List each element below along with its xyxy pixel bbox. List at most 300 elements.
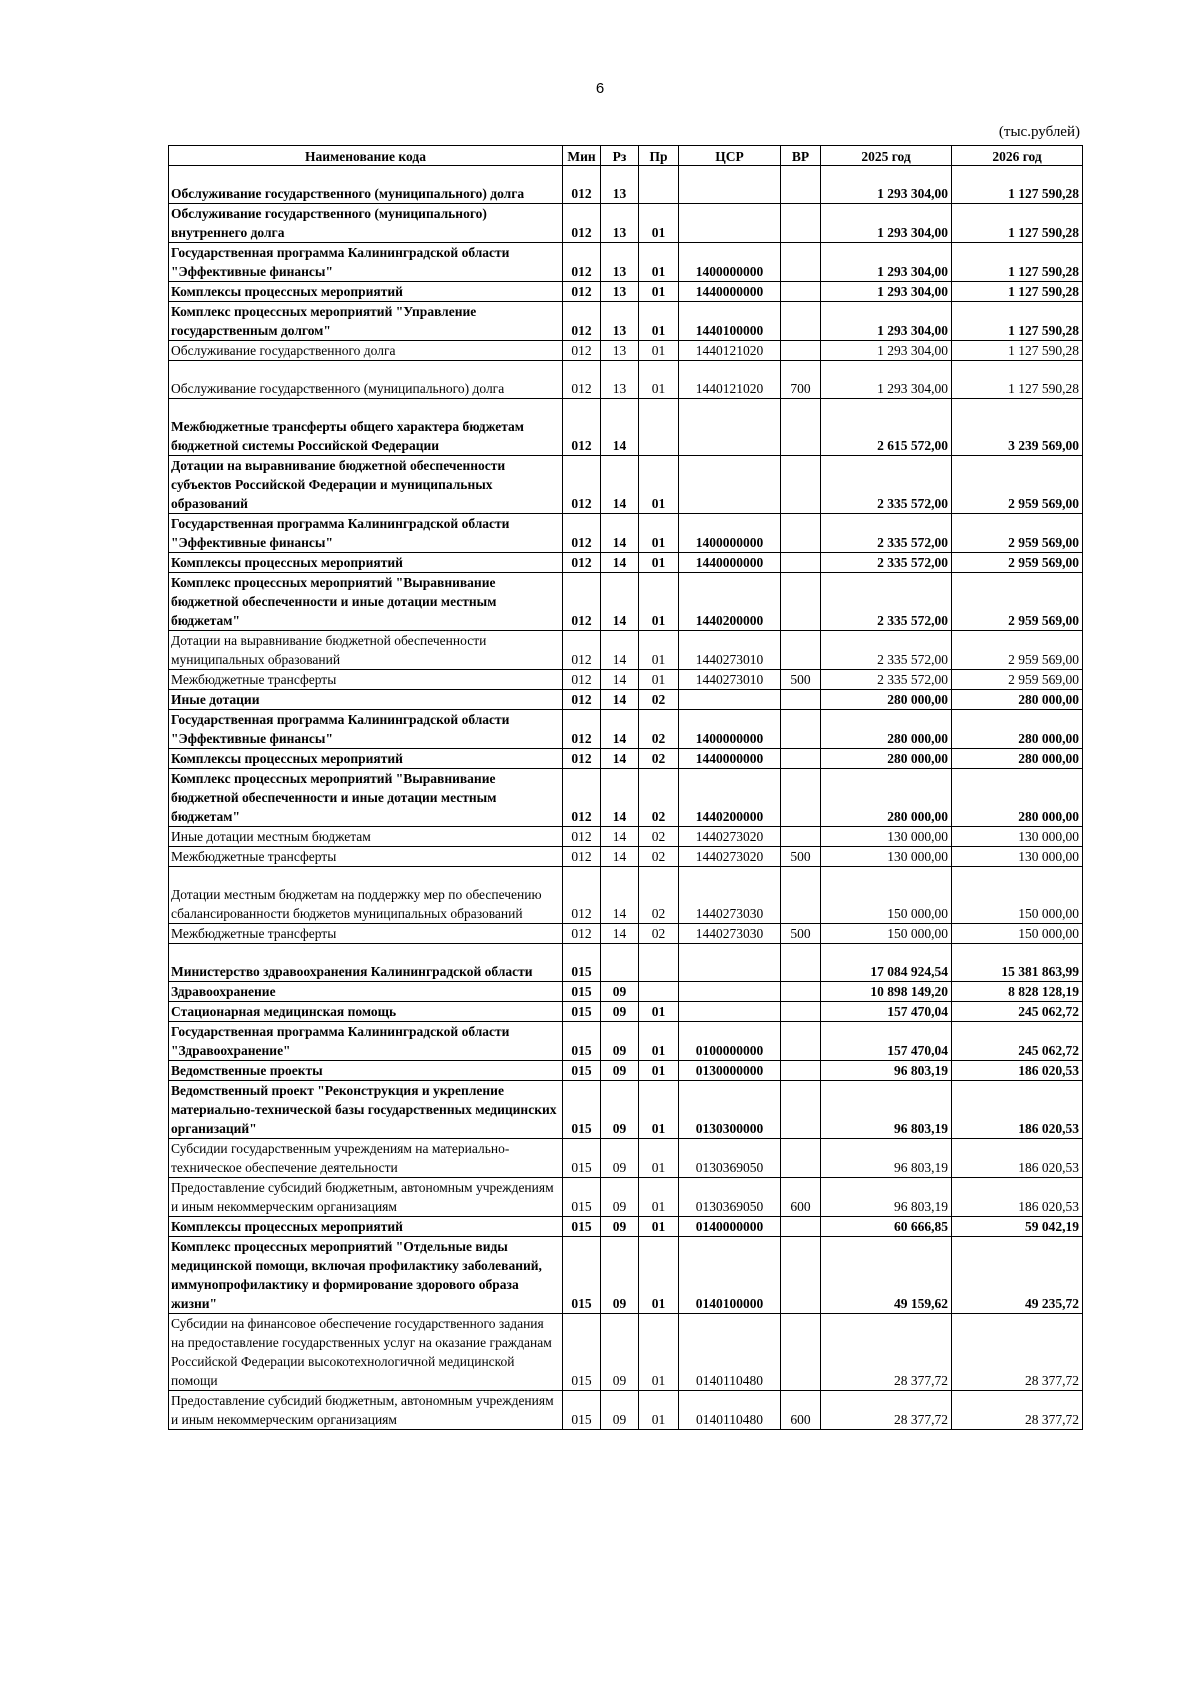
header-csr: ЦСР [679, 146, 781, 166]
cell-name: Ведомственные проекты [169, 1061, 563, 1081]
cell-min: 012 [563, 867, 601, 924]
cell-vr [781, 1061, 821, 1081]
cell-csr: 1440200000 [679, 769, 781, 827]
cell-min: 015 [563, 1314, 601, 1391]
cell-2025: 10 898 149,20 [821, 982, 952, 1002]
cell-name: Обслуживание государственного долга [169, 341, 563, 361]
cell-rz: 13 [601, 341, 639, 361]
cell-name: Обслуживание государственного (муниципального) долга [169, 166, 563, 204]
cell-csr [679, 456, 781, 514]
cell-pr: 02 [639, 847, 679, 867]
cell-2025: 1 293 304,00 [821, 243, 952, 282]
cell-name: Здравоохранение [169, 982, 563, 1002]
cell-csr: 0100000000 [679, 1022, 781, 1061]
cell-2025: 28 377,72 [821, 1314, 952, 1391]
cell-pr: 01 [639, 1178, 679, 1217]
cell-csr [679, 166, 781, 204]
cell-vr [781, 749, 821, 769]
cell-2026: 245 062,72 [952, 1022, 1083, 1061]
cell-min: 012 [563, 749, 601, 769]
cell-pr: 02 [639, 769, 679, 827]
cell-csr [679, 204, 781, 243]
header-min: Мин [563, 146, 601, 166]
cell-csr: 0140000000 [679, 1217, 781, 1237]
cell-vr [781, 1314, 821, 1391]
cell-csr: 1440000000 [679, 749, 781, 769]
table-row [169, 1061, 1083, 1081]
cell-csr: 1440000000 [679, 553, 781, 573]
cell-2026: 186 020,53 [952, 1139, 1083, 1178]
cell-name: Иные дотации местным бюджетам [169, 827, 563, 847]
cell-csr: 1440273030 [679, 924, 781, 944]
cell-name: Обслуживание государственного (муниципального) внутреннего долга [169, 204, 563, 243]
cell-name: Предоставление субсидий бюджетным, автономным учреждениям и иным некоммерческим организациям [169, 1391, 563, 1430]
cell-csr: 1400000000 [679, 243, 781, 282]
cell-pr: 01 [639, 670, 679, 690]
header-rz: Рз [601, 146, 639, 166]
cell-pr: 02 [639, 710, 679, 749]
table-row [169, 1391, 1083, 1430]
cell-name: Дотации местным бюджетам на поддержку мер по обеспечению сбалансированности бюджетов муниципальных образований [169, 867, 563, 924]
cell-2025: 2 335 572,00 [821, 456, 952, 514]
cell-min: 015 [563, 982, 601, 1002]
cell-2026: 186 020,53 [952, 1081, 1083, 1139]
cell-pr: 02 [639, 749, 679, 769]
cell-min: 012 [563, 399, 601, 456]
cell-csr: 1440273020 [679, 847, 781, 867]
header-row [169, 146, 1083, 166]
cell-rz: 14 [601, 710, 639, 749]
cell-rz: 14 [601, 769, 639, 827]
cell-rz: 13 [601, 282, 639, 302]
cell-vr [781, 982, 821, 1002]
cell-csr: 0140110480 [679, 1314, 781, 1391]
cell-vr: 500 [781, 924, 821, 944]
table-row [169, 1081, 1083, 1139]
cell-rz: 09 [601, 1002, 639, 1022]
cell-name: Дотации на выравнивание бюджетной обеспеченности муниципальных образований [169, 631, 563, 670]
cell-min: 015 [563, 1081, 601, 1139]
header-pr: Пр [639, 146, 679, 166]
table-body [169, 166, 1083, 1430]
cell-min: 012 [563, 924, 601, 944]
cell-min: 015 [563, 1178, 601, 1217]
cell-2025: 2 335 572,00 [821, 670, 952, 690]
cell-name: Государственная программа Калининградской области "Эффективные финансы" [169, 243, 563, 282]
cell-2026: 186 020,53 [952, 1061, 1083, 1081]
cell-2026: 280 000,00 [952, 769, 1083, 827]
cell-vr [781, 690, 821, 710]
cell-2025: 96 803,19 [821, 1061, 952, 1081]
cell-pr: 01 [639, 361, 679, 399]
cell-pr: 01 [639, 1081, 679, 1139]
cell-csr: 0140100000 [679, 1237, 781, 1314]
table-row [169, 1002, 1083, 1022]
cell-pr [639, 166, 679, 204]
cell-2026: 1 127 590,28 [952, 282, 1083, 302]
cell-name: Комплекс процессных мероприятий "Выравнивание бюджетной обеспеченности и иные дотации местным бюджетам" [169, 573, 563, 631]
cell-name: Стационарная медицинская помощь [169, 1002, 563, 1022]
cell-min: 015 [563, 1237, 601, 1314]
cell-pr: 01 [639, 1217, 679, 1237]
table-row [169, 827, 1083, 847]
cell-rz: 14 [601, 924, 639, 944]
table-row [169, 243, 1083, 282]
cell-2025: 96 803,19 [821, 1178, 952, 1217]
cell-pr: 02 [639, 827, 679, 847]
cell-min: 012 [563, 204, 601, 243]
cell-min: 015 [563, 1139, 601, 1178]
cell-min: 012 [563, 302, 601, 341]
cell-2026: 2 959 569,00 [952, 514, 1083, 553]
cell-rz: 09 [601, 1217, 639, 1237]
cell-name: Комплекс процессных мероприятий "Отдельные виды медицинской помощи, включая профилактику заболеваний, иммунопрофилактику и формирование здорового образа жизни" [169, 1237, 563, 1314]
cell-vr [781, 204, 821, 243]
cell-vr [781, 302, 821, 341]
cell-min: 012 [563, 573, 601, 631]
cell-name: Субсидии государственным учреждениям на материально-техническое обеспечение деятельности [169, 1139, 563, 1178]
cell-csr: 1440273010 [679, 631, 781, 670]
cell-pr: 01 [639, 243, 679, 282]
cell-2025: 1 293 304,00 [821, 302, 952, 341]
cell-2025: 130 000,00 [821, 827, 952, 847]
cell-2025: 280 000,00 [821, 769, 952, 827]
table-row [169, 1139, 1083, 1178]
cell-min: 015 [563, 1217, 601, 1237]
cell-min: 012 [563, 847, 601, 867]
cell-pr: 01 [639, 282, 679, 302]
cell-csr [679, 399, 781, 456]
cell-2026: 28 377,72 [952, 1391, 1083, 1430]
cell-name: Комплексы процессных мероприятий [169, 282, 563, 302]
cell-2026: 245 062,72 [952, 1002, 1083, 1022]
cell-min: 012 [563, 341, 601, 361]
cell-pr [639, 982, 679, 1002]
cell-min: 012 [563, 631, 601, 670]
cell-vr [781, 243, 821, 282]
cell-min: 012 [563, 553, 601, 573]
cell-name: Комплексы процессных мероприятий [169, 553, 563, 573]
cell-name: Государственная программа Калининградской области "Эффективные финансы" [169, 514, 563, 553]
table-row [169, 847, 1083, 867]
cell-2025: 2 335 572,00 [821, 631, 952, 670]
cell-csr: 1400000000 [679, 710, 781, 749]
table-row [169, 1237, 1083, 1314]
cell-csr: 1400000000 [679, 514, 781, 553]
cell-name: Ведомственный проект "Реконструкция и укрепление материально-технической базы государственных медицинских организаций" [169, 1081, 563, 1139]
cell-min: 012 [563, 514, 601, 553]
cell-2026: 2 959 569,00 [952, 631, 1083, 670]
cell-2025: 49 159,62 [821, 1237, 952, 1314]
cell-csr: 1440121020 [679, 361, 781, 399]
cell-rz: 14 [601, 749, 639, 769]
cell-2025: 1 293 304,00 [821, 204, 952, 243]
cell-min: 015 [563, 1061, 601, 1081]
cell-min: 012 [563, 827, 601, 847]
cell-vr [781, 166, 821, 204]
table-row [169, 361, 1083, 399]
cell-csr: 1440121020 [679, 341, 781, 361]
cell-min: 012 [563, 690, 601, 710]
cell-vr [781, 827, 821, 847]
cell-vr [781, 867, 821, 924]
cell-min: 015 [563, 944, 601, 982]
table-row [169, 631, 1083, 670]
cell-2025: 28 377,72 [821, 1391, 952, 1430]
table-row [169, 399, 1083, 456]
cell-rz: 13 [601, 243, 639, 282]
cell-2025: 96 803,19 [821, 1139, 952, 1178]
cell-2025: 157 470,04 [821, 1022, 952, 1061]
cell-pr: 01 [639, 514, 679, 553]
table-row [169, 166, 1083, 204]
cell-csr: 0130369050 [679, 1178, 781, 1217]
cell-csr: 0130300000 [679, 1081, 781, 1139]
units-label: (тыс.рублей) [998, 124, 1080, 140]
cell-csr: 0140110480 [679, 1391, 781, 1430]
budget-table [168, 145, 1083, 1430]
cell-name: Субсидии на финансовое обеспечение государственного задания на предоставление государственных услуг на оказание гражданам Российской Федерации высокотехнологичной медицинской помощи [169, 1314, 563, 1391]
cell-rz: 09 [601, 1081, 639, 1139]
cell-rz [601, 944, 639, 982]
cell-2026: 280 000,00 [952, 690, 1083, 710]
cell-rz: 14 [601, 827, 639, 847]
table-row [169, 341, 1083, 361]
cell-rz: 14 [601, 456, 639, 514]
cell-2025: 1 293 304,00 [821, 341, 952, 361]
cell-pr: 01 [639, 1237, 679, 1314]
table-row [169, 690, 1083, 710]
cell-csr: 0130000000 [679, 1061, 781, 1081]
cell-2025: 150 000,00 [821, 924, 952, 944]
cell-rz: 14 [601, 670, 639, 690]
cell-vr [781, 282, 821, 302]
table-row [169, 1217, 1083, 1237]
cell-2025: 2 335 572,00 [821, 573, 952, 631]
cell-csr: 1440273030 [679, 867, 781, 924]
cell-2026: 2 959 569,00 [952, 553, 1083, 573]
cell-2025: 1 293 304,00 [821, 166, 952, 204]
cell-2025: 1 293 304,00 [821, 361, 952, 399]
cell-2025: 17 084 924,54 [821, 944, 952, 982]
cell-vr: 600 [781, 1391, 821, 1430]
cell-2026: 28 377,72 [952, 1314, 1083, 1391]
cell-vr [781, 631, 821, 670]
cell-2026: 3 239 569,00 [952, 399, 1083, 456]
cell-vr [781, 710, 821, 749]
cell-vr [781, 1139, 821, 1178]
cell-vr [781, 1002, 821, 1022]
header-name: Наименование кода [169, 146, 563, 166]
cell-vr: 700 [781, 361, 821, 399]
cell-vr [781, 341, 821, 361]
cell-2026: 1 127 590,28 [952, 243, 1083, 282]
cell-rz: 09 [601, 1061, 639, 1081]
cell-rz: 09 [601, 1022, 639, 1061]
cell-csr: 1440273020 [679, 827, 781, 847]
cell-vr: 500 [781, 847, 821, 867]
cell-pr: 02 [639, 867, 679, 924]
cell-csr [679, 690, 781, 710]
table-row [169, 670, 1083, 690]
cell-rz: 09 [601, 982, 639, 1002]
table-row [169, 924, 1083, 944]
cell-name: Обслуживание государственного (муниципального) долга [169, 361, 563, 399]
cell-vr [781, 1081, 821, 1139]
cell-2026: 49 235,72 [952, 1237, 1083, 1314]
table-row [169, 749, 1083, 769]
cell-pr: 02 [639, 924, 679, 944]
cell-name: Иные дотации [169, 690, 563, 710]
cell-min: 015 [563, 1391, 601, 1430]
cell-2026: 1 127 590,28 [952, 302, 1083, 341]
table-row [169, 1178, 1083, 1217]
cell-min: 012 [563, 670, 601, 690]
cell-rz: 13 [601, 302, 639, 341]
cell-name: Комплексы процессных мероприятий [169, 1217, 563, 1237]
cell-min: 012 [563, 456, 601, 514]
cell-2025: 2 335 572,00 [821, 553, 952, 573]
cell-pr: 01 [639, 302, 679, 341]
cell-2025: 150 000,00 [821, 867, 952, 924]
cell-2026: 8 828 128,19 [952, 982, 1083, 1002]
table-row [169, 1314, 1083, 1391]
cell-2026: 2 959 569,00 [952, 456, 1083, 514]
cell-name: Предоставление субсидий бюджетным, автономным учреждениям и иным некоммерческим организациям [169, 1178, 563, 1217]
cell-vr [781, 769, 821, 827]
cell-2026: 130 000,00 [952, 847, 1083, 867]
cell-pr: 01 [639, 341, 679, 361]
cell-rz: 14 [601, 514, 639, 553]
table-row [169, 982, 1083, 1002]
cell-pr: 02 [639, 690, 679, 710]
cell-rz: 14 [601, 867, 639, 924]
table-row [169, 867, 1083, 924]
cell-rz: 14 [601, 553, 639, 573]
cell-min: 012 [563, 769, 601, 827]
cell-vr [781, 1237, 821, 1314]
cell-rz: 09 [601, 1178, 639, 1217]
cell-2026: 280 000,00 [952, 710, 1083, 749]
cell-name: Комплекс процессных мероприятий "Выравнивание бюджетной обеспеченности и иные дотации местным бюджетам" [169, 769, 563, 827]
table-row [169, 944, 1083, 982]
header-2026: 2026 год [952, 146, 1083, 166]
cell-2026: 2 959 569,00 [952, 670, 1083, 690]
header-2025: 2025 год [821, 146, 952, 166]
cell-vr [781, 573, 821, 631]
cell-2026: 130 000,00 [952, 827, 1083, 847]
cell-min: 012 [563, 710, 601, 749]
cell-vr [781, 553, 821, 573]
cell-vr [781, 944, 821, 982]
cell-rz: 14 [601, 631, 639, 670]
cell-rz: 13 [601, 361, 639, 399]
cell-csr [679, 1002, 781, 1022]
cell-csr [679, 944, 781, 982]
table-row [169, 456, 1083, 514]
cell-2026: 1 127 590,28 [952, 204, 1083, 243]
cell-pr: 01 [639, 1061, 679, 1081]
cell-name: Межбюджетные трансферты общего характера бюджетам бюджетной системы Российской Федерации [169, 399, 563, 456]
cell-pr: 01 [639, 1002, 679, 1022]
cell-csr: 0130369050 [679, 1139, 781, 1178]
cell-rz: 13 [601, 204, 639, 243]
cell-vr [781, 1217, 821, 1237]
cell-vr [781, 456, 821, 514]
table-row [169, 769, 1083, 827]
cell-rz: 09 [601, 1391, 639, 1430]
cell-vr [781, 1022, 821, 1061]
table-row [169, 1022, 1083, 1061]
cell-name: Государственная программа Калининградской области "Здравоохранение" [169, 1022, 563, 1061]
cell-name: Комплекс процессных мероприятий "Управление государственным долгом" [169, 302, 563, 341]
cell-min: 015 [563, 1022, 601, 1061]
table-row [169, 302, 1083, 341]
cell-name: Межбюджетные трансферты [169, 847, 563, 867]
cell-pr: 01 [639, 1022, 679, 1061]
cell-2025: 2 335 572,00 [821, 514, 952, 553]
cell-csr: 1440000000 [679, 282, 781, 302]
cell-2025: 2 615 572,00 [821, 399, 952, 456]
table-row [169, 282, 1083, 302]
cell-2026: 1 127 590,28 [952, 361, 1083, 399]
cell-2026: 150 000,00 [952, 867, 1083, 924]
cell-name: Межбюджетные трансферты [169, 670, 563, 690]
cell-rz: 14 [601, 573, 639, 631]
cell-rz: 14 [601, 399, 639, 456]
cell-rz: 14 [601, 847, 639, 867]
cell-rz: 09 [601, 1314, 639, 1391]
cell-vr: 500 [781, 670, 821, 690]
header-vr: ВР [781, 146, 821, 166]
table-row [169, 573, 1083, 631]
cell-2025: 280 000,00 [821, 749, 952, 769]
cell-name: Министерство здравоохранения Калининградской области [169, 944, 563, 982]
cell-2025: 157 470,04 [821, 1002, 952, 1022]
cell-2025: 280 000,00 [821, 710, 952, 749]
cell-2025: 280 000,00 [821, 690, 952, 710]
cell-2025: 130 000,00 [821, 847, 952, 867]
cell-min: 012 [563, 361, 601, 399]
table-row [169, 514, 1083, 553]
cell-csr: 1440273010 [679, 670, 781, 690]
table-row [169, 553, 1083, 573]
cell-2025: 60 666,85 [821, 1217, 952, 1237]
cell-2025: 96 803,19 [821, 1081, 952, 1139]
cell-name: Государственная программа Калининградской области "Эффективные финансы" [169, 710, 563, 749]
cell-rz: 09 [601, 1237, 639, 1314]
cell-min: 012 [563, 243, 601, 282]
cell-2025: 1 293 304,00 [821, 282, 952, 302]
cell-pr: 01 [639, 573, 679, 631]
cell-2026: 15 381 863,99 [952, 944, 1083, 982]
cell-vr: 600 [781, 1178, 821, 1217]
cell-vr [781, 514, 821, 553]
table-row [169, 710, 1083, 749]
cell-pr: 01 [639, 1391, 679, 1430]
cell-csr: 1440200000 [679, 573, 781, 631]
cell-min: 012 [563, 282, 601, 302]
cell-pr: 01 [639, 456, 679, 514]
cell-2026: 150 000,00 [952, 924, 1083, 944]
cell-2026: 1 127 590,28 [952, 341, 1083, 361]
cell-pr: 01 [639, 1139, 679, 1178]
cell-2026: 2 959 569,00 [952, 573, 1083, 631]
cell-csr: 1440100000 [679, 302, 781, 341]
cell-pr: 01 [639, 553, 679, 573]
cell-min: 015 [563, 1002, 601, 1022]
cell-2026: 59 042,19 [952, 1217, 1083, 1237]
